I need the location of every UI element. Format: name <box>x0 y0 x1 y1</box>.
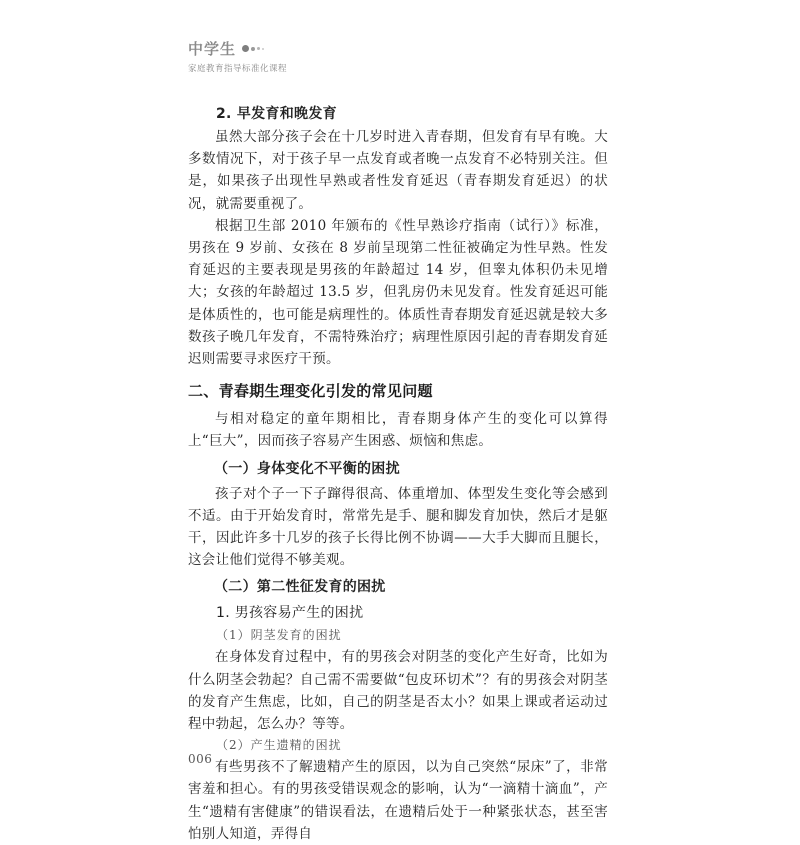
paragraph: 在身体发育过程中，有的男孩会对阴茎的变化产生好奇，比如为什么阴茎会勃起？自己需不需要做“包皮环切术”？有的男孩会对阴茎的发育产生焦虑，比如，自己的阴茎是否太小？如果上课或者运动过程中勃起，怎么办？等等。 <box>188 649 608 733</box>
subheading-boys: 1. 男孩容易产生的困扰 <box>216 605 364 622</box>
item-heading: （2）产生遗精的困扰 <box>216 738 342 753</box>
series-subtitle: 家庭教育指导标准化课程 <box>188 64 288 74</box>
brand-row <box>188 38 287 59</box>
page-number: 006 <box>188 752 213 766</box>
series-title: 中学生 <box>188 40 237 58</box>
paragraph: 有些男孩不了解遗精产生的原因，以为自己突然“尿床”了，非常害羞和担心。有的男孩受错误观念的影响，认为“一滴精十滴血”，产生“遗精有害健康”的错误看法，在遗精后处于一种紧张状态，甚至害怕别人知道，弄得自 <box>188 759 608 842</box>
paragraph: 虽然大部分孩子会在十几岁时进入青春期，但发育有早有晚。大多数情况下，对于孩子早一点发育或者晚一点发育不必特别关注。但是，如果孩子出现性早熟或者性发育延迟（青春期发育延迟）的状况，就需要重视了。 <box>188 129 608 212</box>
page-body <box>188 102 608 845</box>
page-header <box>188 38 287 74</box>
subsection-heading: （一）身体变化不平衡的困扰 <box>214 460 400 477</box>
paragraph: 与相对稳定的童年期相比，青春期身体产生的变化可以算得上“巨大”，因而孩子容易产生困惑、烦恼和焦虑。 <box>188 411 608 450</box>
item-heading: （1）阴茎发育的困扰 <box>216 628 342 643</box>
paragraph: 根据卫生部 2010 年颁布的《性早熟诊疗指南（试行）》标准，男孩在 9 岁前、女孩在 8 岁前呈现第二性征被确定为性早熟。性发育延迟的主要表现是男孩的年龄超过 14 岁，但睾丸体积仍未见增大；女孩的年龄超过 13.5 岁，但乳房仍未见发育。性发育延迟可能是体质性的，也可能是病理性的。体质性青春期发育延迟就是较大多数孩子晚几年发育，不需特殊治疗；病理性原因引起的青春期发育延迟则需要寻求医疗干预。 <box>188 217 608 368</box>
dots-decoration-icon <box>242 45 266 52</box>
paragraph: 孩子对个子一下子蹿得很高、体重增加、体型发生变化等会感到不适。由于开始发育时，常常先是手、腿和脚发育加快，然后才是躯干，因此许多十几岁的孩子长得比例不协调——大手大脚而且腿长，这会让他们觉得不够美观。 <box>188 485 608 569</box>
subheading-early-late: 2. 早发育和晚发育 <box>216 106 337 122</box>
section-heading: 二、青春期生理变化引发的常见问题 <box>188 382 433 401</box>
subsection-heading: （二）第二性征发育的困扰 <box>214 579 386 596</box>
